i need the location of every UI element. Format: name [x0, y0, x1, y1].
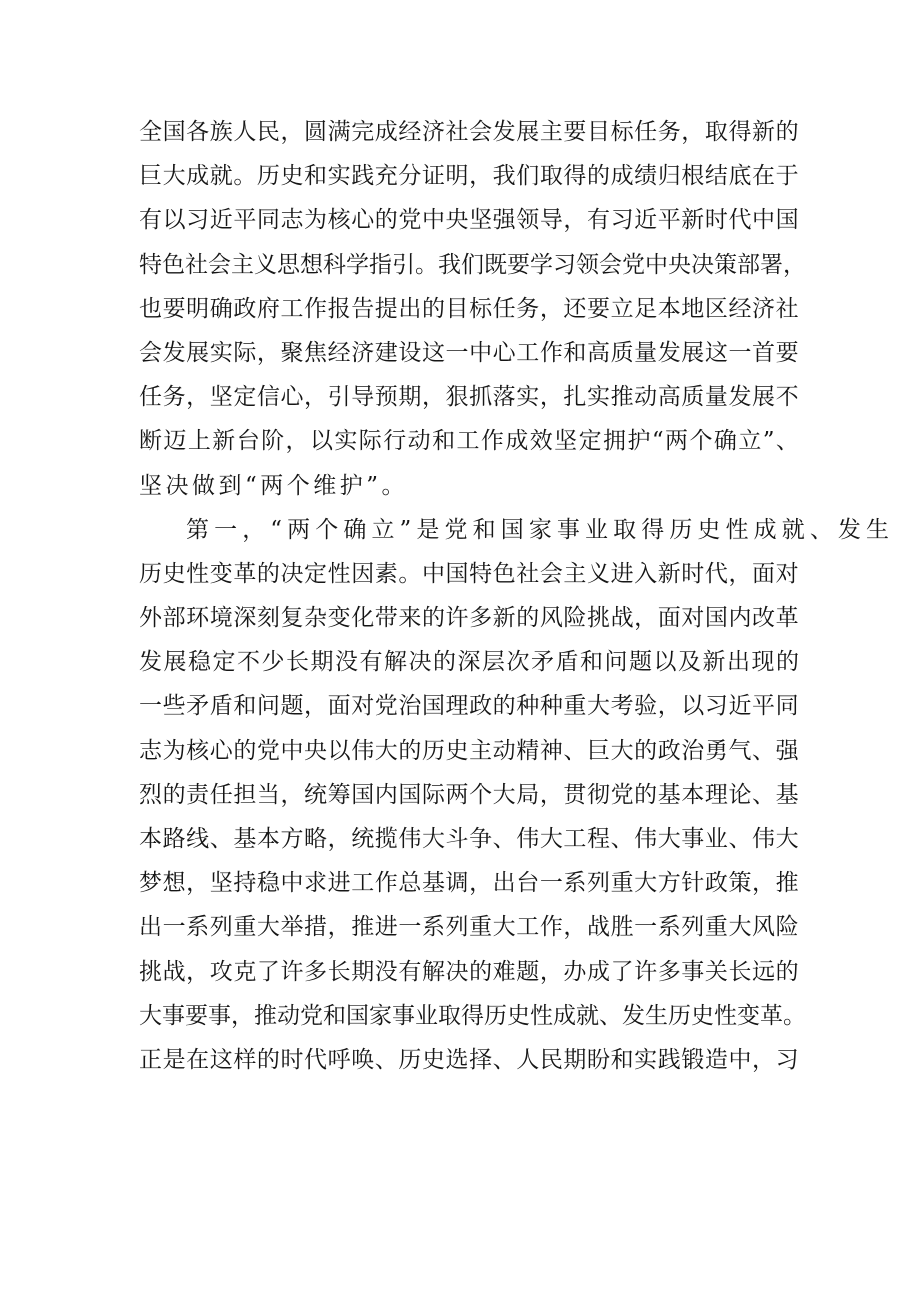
body-text: [139, 110, 895, 1082]
paragraph-2-line-9: 梦 想 ， 坚 持 稳 中 求 进 工 作 总 基 调 ， 出 台 一 系 列 重 大 方 针 政 策 ， 推: [139, 870, 799, 897]
paragraph-1-line-3: 有 以 习 近 平 同 志 为 核 心 的 党 中 央 坚 强 领 导 ， 有 习 近 平 新 时 代 中 国: [139, 207, 799, 234]
paragraph-1-line-2: 巨 大 成 就 。 历 史 和 实 践 充 分 证 明 ， 我 们 取 得 的 成 绩 归 根 结 底 在 于: [139, 163, 799, 190]
paragraph-2-line-4: 发 展 稳 定 不 少 长 期 没 有 解 决 的 深 层 次 矛 盾 和 问 题 以 及 新 出 现 的: [139, 649, 799, 676]
paragraph-1-line-9: 坚决做到“两个维护”。: [139, 472, 409, 499]
paragraph-1-line-5: 也 要 明 确 政 府 工 作 报 告 提 出 的 目 标 任 务 ， 还 要 立 足 本 地 区 经 济 社: [139, 295, 799, 322]
paragraph-1-line-1: 全 国 各 族 人 民 ， 圆 满 完 成 经 济 社 会 发 展 主 要 目 标 任 务 ， 取 得 新 的: [139, 119, 799, 145]
paragraph-2-line-6: 志 为 核 心 的 党 中 央 以 伟 大 的 历 史 主 动 精 神 、 巨 大 的 政 治 勇 气 、 强: [139, 737, 799, 764]
paragraph-2-line-7: 烈 的 责 任 担 当 ， 统 筹 国 内 国 际 两 个 大 局 ， 贯 彻 党 的 基 本 理 论 、 基: [139, 781, 799, 808]
paragraph-1-line-4: 特 色 社 会 主 义 思 想 科 学 指 引 。 我 们 既 要 学 习 领 会 党 中 央 决 策 部 署 ，: [139, 251, 806, 278]
paragraph-1-line-6: 会 发 展 实 际 ， 聚 焦 经 济 建 设 这 一 中 心 工 作 和 高 质 量 发 展 这 一 首 要: [139, 339, 799, 366]
paragraph-2-line-1: 第一，“两个确立”是党和国家事业取得历史性成就、发生: [186, 516, 895, 543]
paragraph-1-line-7: 任 务 ， 坚 定 信 心 ， 引 导 预 期 ， 狠 抓 落 实 ， 扎 实 推 动 高 质 量 发 展 不: [139, 384, 799, 411]
paragraph-2-line-5: 一 些 矛 盾 和 问 题 ， 面 对 党 治 国 理 政 的 种 种 重 大 考 验 ， 以 习 近 平 同: [139, 693, 799, 720]
paragraph-2-line-3: 外 部 环 境 深 刻 复 杂 变 化 带 来 的 许 多 新 的 风 险 挑 战 ， 面 对 国 内 改 革: [139, 605, 799, 632]
paragraph-2-line-13: 正 是 在 这 样 的 时 代 呼 唤 、 历 史 选 择 、 人 民 期 盼 和 实 践 锻 造 中 ， 习: [139, 1046, 799, 1073]
paragraph-2-line-8: 本 路 线 、 基 本 方 略 ， 统 揽 伟 大 斗 争 、 伟 大 工 程 、 伟 大 事 业 、 伟 大: [139, 826, 799, 852]
paragraph-2-line-10: 出 一 系 列 重 大 举 措 ， 推 进 一 系 列 重 大 工 作 ， 战 胜 一 系 列 重 大 风 险: [139, 914, 799, 941]
paragraph-2-line-2: 历 史 性 变 革 的 决 定 性 因 素 。 中 国 特 色 社 会 主 义 进 入 新 时 代 ， 面 对: [139, 560, 799, 587]
paragraph-2-line-11: 挑 战 ， 攻 克 了 许 多 长 期 没 有 解 决 的 难 题 ， 办 成 了 许 多 事 关 长 远 的: [139, 958, 799, 985]
paragraph-1-line-8: 断 迈 上 新 台 阶 ， 以 实 际 行 动 和 工 作 成 效 坚 定 拥 护 “ 两 个 确 立 ” 、: [139, 428, 799, 455]
paragraph-2-line-12: 大 事 要 事 ， 推 动 党 和 国 家 事 业 取 得 历 史 性 成 就 、 发 生 历 史 性 变 革 。: [139, 1002, 806, 1029]
